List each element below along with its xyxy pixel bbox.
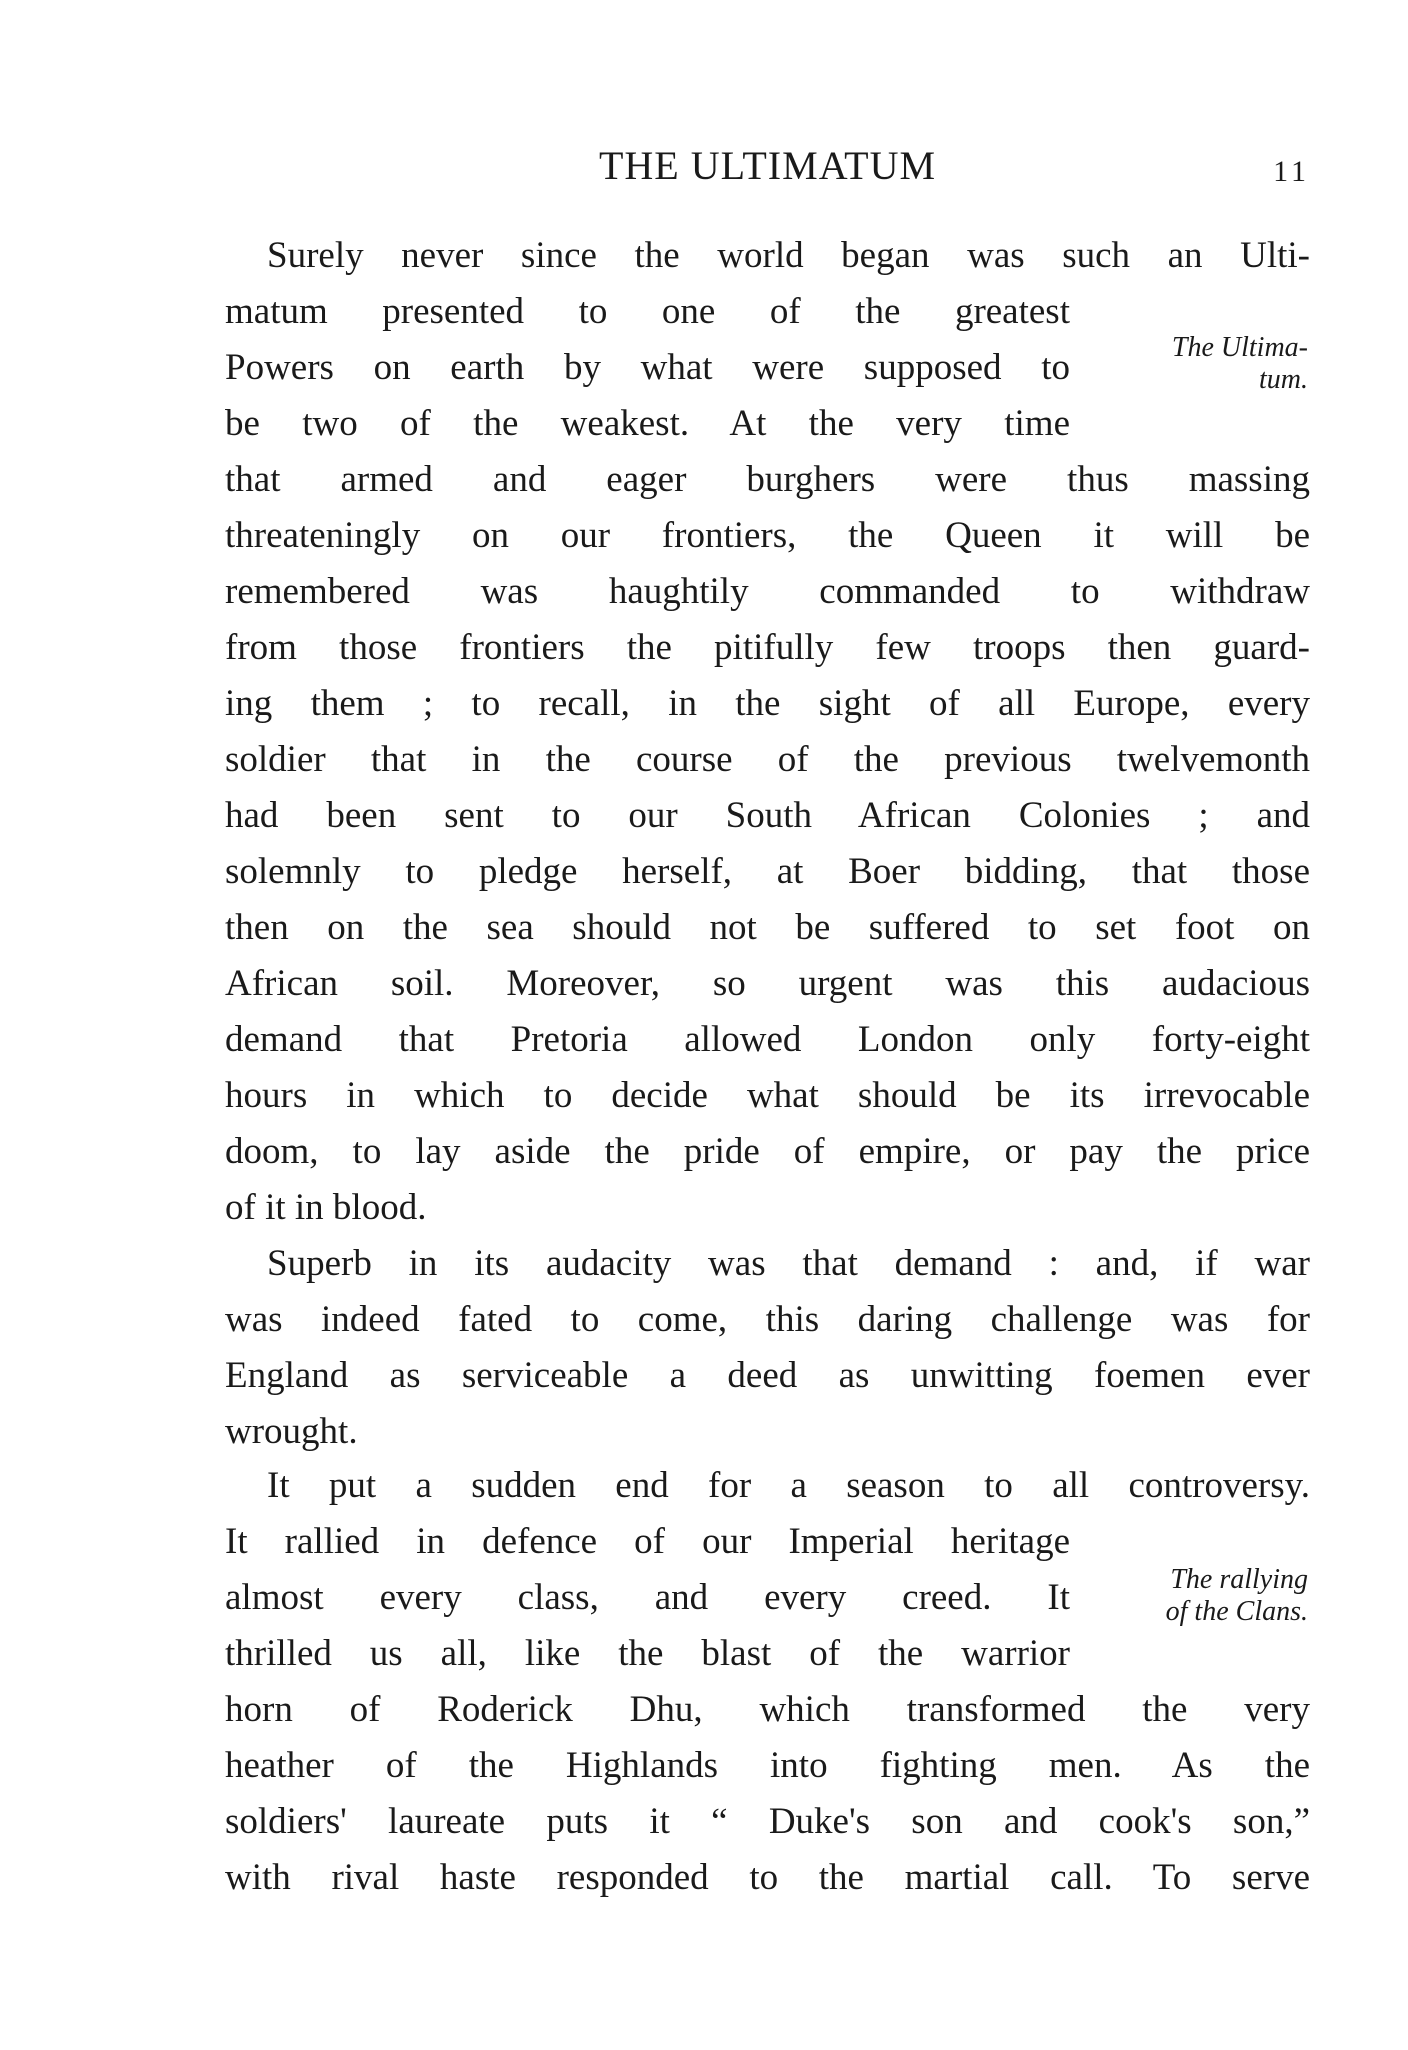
paragraph-3 — [225, 1458, 1310, 1906]
text-line: Surely never since the world began was such an Ulti- — [267, 235, 1310, 276]
text-line: threateningly on our frontiers, the Queen it will be — [225, 515, 1310, 556]
marginal-note-line: The Ultima- — [1171, 332, 1308, 363]
marginal-note-line: The rallying — [1170, 1564, 1308, 1595]
text-line: horn of Roderick Dhu, which transformed the very — [225, 1689, 1310, 1730]
text-line: had been sent to our South African Colonies ; and — [225, 795, 1310, 836]
text-line: with rival haste responded to the martial call. To serve — [225, 1857, 1310, 1898]
text-line: demand that Pretoria allowed London only forty-eight — [225, 1019, 1310, 1060]
marginal-note-line: of the Clans. — [1165, 1596, 1308, 1627]
text-line: then on the sea should not be suffered to set foot on — [225, 907, 1310, 948]
page-number: 11 — [1273, 155, 1310, 188]
text-line: almost every class, and every creed. It — [225, 1577, 1070, 1618]
text-line: be two of the weakest. At the very time — [225, 403, 1070, 444]
marginal-note-ultimatum — [1098, 332, 1308, 396]
text-line: It put a sudden end for a season to all controversy. — [267, 1465, 1310, 1506]
text-line: It rallied in defence of our Imperial heritage — [225, 1521, 1070, 1562]
text-line: was indeed fated to come, this daring challenge was for — [225, 1299, 1310, 1340]
text-line: of it in blood. — [225, 1187, 427, 1228]
text-line: thrilled us all, like the blast of the warrior — [225, 1633, 1070, 1674]
text-line: solemnly to pledge herself, at Boer bidding, that those — [225, 851, 1310, 892]
text-line: Powers on earth by what were supposed to — [225, 347, 1070, 388]
text-line: remembered was haughtily commanded to withdraw — [225, 571, 1310, 612]
running-head — [225, 136, 1310, 196]
text-line: soldier that in the course of the previous twelvemonth — [225, 739, 1310, 780]
text-line: wrought. — [225, 1411, 358, 1452]
text-line: hours in which to decide what should be its irrevocable — [225, 1075, 1310, 1116]
marginal-note-line: tum. — [1259, 364, 1308, 395]
text-line: African soil. Moreover, so urgent was this audacious — [225, 963, 1310, 1004]
text-line: doom, to lay aside the pride of empire, or pay the price — [225, 1131, 1310, 1172]
text-line: matum presented to one of the greatest — [225, 291, 1070, 332]
running-title: THE ULTIMATUM — [598, 143, 937, 188]
marginal-note-rallying — [1098, 1564, 1308, 1628]
paragraph-2 — [225, 1236, 1310, 1460]
text-line: soldiers' laureate puts it “ Duke's son and cook's son,” — [225, 1801, 1310, 1842]
text-line: ing them ; to recall, in the sight of all Europe, every — [225, 683, 1310, 724]
text-line: from those frontiers the pitifully few troops then guard- — [225, 627, 1310, 668]
text-line: that armed and eager burghers were thus massing — [225, 459, 1310, 500]
text-line: England as serviceable a deed as unwitting foemen ever — [225, 1355, 1310, 1396]
text-line: heather of the Highlands into fighting men. As the — [225, 1745, 1310, 1786]
text-line: Superb in its audacity was that demand : and, if war — [267, 1243, 1310, 1284]
